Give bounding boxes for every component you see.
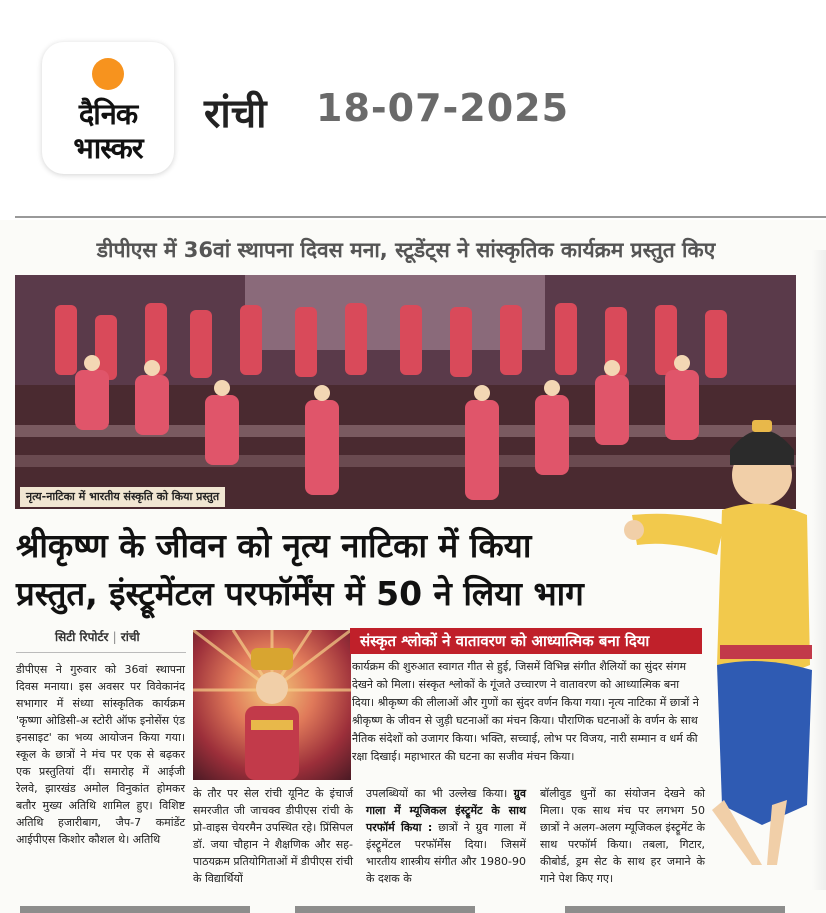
byline-city: रांची [120,630,140,644]
sidebox-text: कार्यक्रम की शुरुआत स्वागत गीत से हुई, जिसमें विभिन्न संगीत शैलियों का सुंदर संगम देखने को मिला। संस्कृत श्लोकों के गूंजते उच्चारण ने वातावरण को आध्यात्मिक बना दिया। श्रीकृष्ण की लीलाओं और गुणों का सुंदर वर्णन किया गया। नृत्य नाटिका में छात्रों ने श्रीकृष्ण के जीवन से जुड़ी घटनाओं का मंचन किया। पौराणिक घटनाओं के वर्णन के साथ नैतिक संदेशों को उजागर किया। भक्ति, सच्चाई, लोभ पर विजय, नारी सम्मान व धर्म की रक्षा दिखाई। महाभारत की घटना का सजीव मंचन किया। [352,660,699,763]
app-header [0,0,826,215]
article-kicker: डीपीएस में 36वां स्थापना दिवस मना, स्टूडेंट्स ने सांस्कृतिक कार्यक्रम प्रस्तुत किए [96,238,716,262]
column-3-text: छात्रों ने ग्रुव गाला में इंस्ट्रूमेंटल परफॉर्मेंस दिया। जिसमें भारतीय शास्त्रीय संगीत और 1980-90 के दशक के [366,821,526,885]
article-column-1: डीपीएस ने गुरुवार को 36वां स्थापना दिवस मनाया। इस अवसर पर विवेकानंद सभागार में संध्या सांस्कृतिक कार्यक्रम 'कृष्णा ओडिसी-अ स्टोरी ऑफ इनोसेंस एंड इनसाइट' का भव्य आयोजन किया गया। स्कूल के छात्रों ने मंच पर एक से बढ़कर एक प्रस्तुतियां दीं। समारोह में आईजी रेलवे, झारखंड अमोल विनुकांत होमकर बतौर मुख्य अतिथि शामिल हुए। विशिष्ट अतिथि हजारीबाग, जैप-7 कमांडेंट आईपीएस किशोर कौशल थे। अतिथि [16,663,185,846]
dainik-bhaskar-logo[interactable] [42,42,174,174]
header-divider [15,216,826,218]
byline [55,628,140,645]
column-3-bold-lead: ग्रुव गाला में म्यूजिकल इंस्ट्रूमेंट के साथ परफॉर्म किया : [366,787,526,834]
edition-date[interactable]: 18-07-2025 [316,86,570,130]
sun-icon [92,58,124,90]
byline-author: सिटी रिपोर्टर [55,630,109,644]
article-headline [16,522,706,618]
byline-rule [16,652,186,653]
article-column-3 [366,785,526,887]
headline-line-1: श्रीकृष्ण के जीवन को नृत्य नाटिका में किया [16,526,532,565]
logo-line-1: दैनिक [78,97,138,131]
headline-line-2: प्रस्तुत, इंस्ट्रूमेंटल परफॉर्मेंस में 50 ने लिया भाग [16,574,584,613]
edition-city[interactable]: रांची [204,91,267,137]
column-3-intro: उपलब्धियों का भी उल्लेख किया। [366,787,508,800]
photo-caption: नृत्य-नाटिका में भारतीय संस्कृति को किया प्रस्तुत [20,487,225,507]
byline-separator: | [112,630,117,644]
article-column-2: के तौर पर सेल रांची यूनिट के इंचार्ज समरजीत जी जाचक्व डीपीएस रांची के प्रो-वाइस चेयरमैन उपस्थित रहे। प्रिंसिपल डॉ. जया चौहान ने शैक्षणिक और सह-पाठयक्रम प्रतियोगिताओं में डीपीएस रांची के विद्यार्थियों [193,787,353,885]
next-headline-strip [15,898,815,913]
krishna-photo[interactable] [193,630,351,780]
dancer-cutout [612,405,818,870]
krishna-illustration [193,630,351,780]
section-subhead: संस्कृत श्लोकों ने वातावरण को आध्यात्मिक बना दिया [350,628,702,654]
logo-line-2: भास्कर [73,131,143,165]
article-column-4: बॉलीवुड धुनों का संयोजन देखने को मिला। एक साथ मंच पर लगभग 50 छात्रों ने अलग-अलग म्यूजिकल इंस्ट्रूमेंट के साथ परफॉर्म किया। तबला, गिटार, कीबोर्ड, ड्रम सेट के साथ हर जमाने के गाने पेश किए गए। [540,787,705,885]
